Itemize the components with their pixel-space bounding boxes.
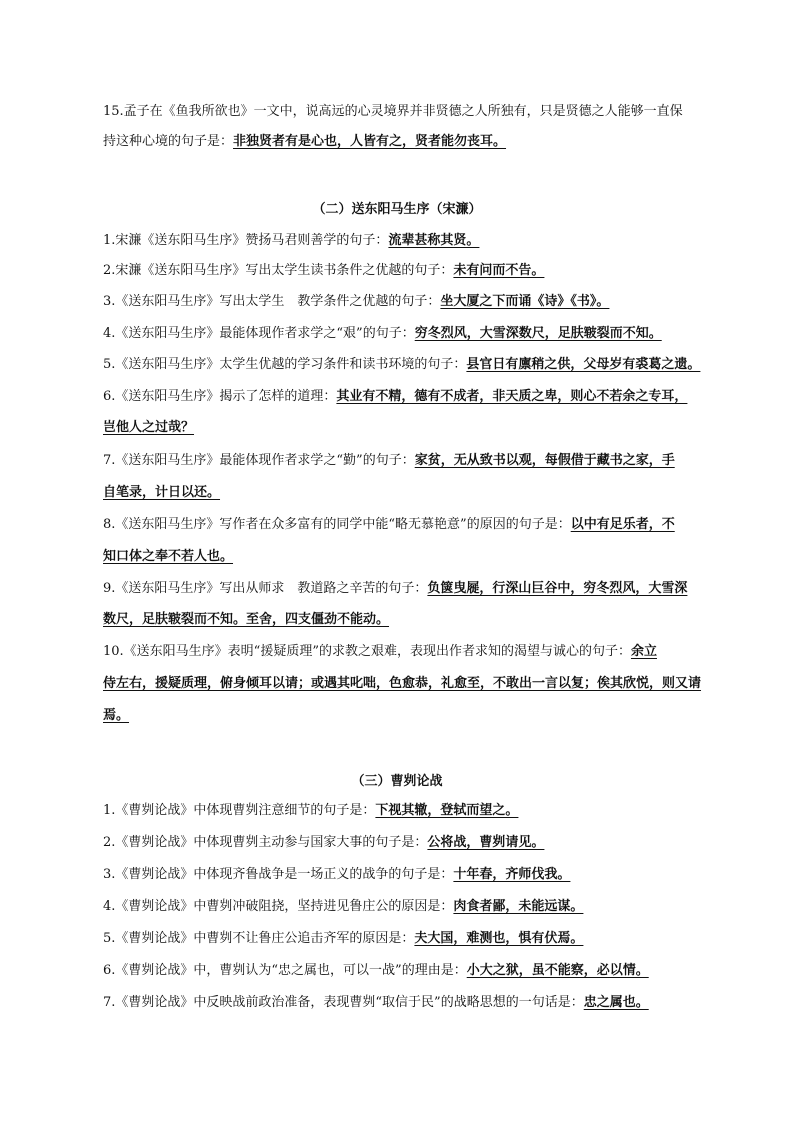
question-text: 2.《曹刿论战》中体现曹刿主动参与国家大事的句子是： — [103, 835, 428, 850]
question-15-text: 持这种心境的句子是： — [103, 134, 234, 149]
list-item — [103, 930, 794, 947]
answer-15: 非独贤者有是心也，人皆有之，贤者能勿丧耳。 — [233, 134, 507, 149]
list-item-continuation — [103, 548, 794, 565]
question-15-line2 — [103, 133, 794, 150]
list-item — [103, 962, 794, 979]
answer-text: 自笔录，计日以还。 — [103, 485, 221, 500]
list-item — [103, 388, 794, 405]
section-heading-caogui: （三）曹刿论战 — [351, 774, 443, 789]
answer-text: 流辈甚称其贤。 — [388, 233, 480, 248]
answer-text: 坐大厦之下而诵《诗》《书》。 — [440, 294, 610, 309]
list-item — [103, 325, 794, 342]
answer-text: 家贫，无从致书以观，每假借于藏书之家，手 — [414, 453, 675, 468]
list-item — [103, 580, 794, 597]
answer-text: 其业有不精，德有不成者，非天质之卑，则心不若余之专耳， — [336, 389, 688, 404]
list-item — [103, 994, 794, 1011]
list-item — [103, 834, 794, 851]
question-text: 3.《曹刿论战》中体现齐鲁战争是一场正义的战争的句子是： — [103, 867, 454, 882]
answer-text: 忠之属也。 — [583, 995, 649, 1010]
list-item-continuation — [103, 611, 794, 628]
list-item — [103, 643, 794, 660]
question-text: 1.《曹刿论战》中体现曹刿注意细节的句子是： — [103, 803, 376, 818]
question-text: 4.《曹刿论战》中曹刿冲破阻挠，坚持进见鲁庄公的原因是： — [103, 899, 454, 914]
answer-text: 十年春，齐师伐我。 — [453, 867, 571, 882]
list-item-continuation — [103, 419, 794, 436]
question-text: 6.《曹刿论战》中，曹刿认为“忠之属也，可以一战”的理由是： — [103, 963, 467, 978]
question-text: 5.《曹刿论战》中曹刿不让鲁庄公追击齐军的原因是： — [103, 931, 415, 946]
answer-text: 余立 — [630, 644, 657, 659]
list-item-continuation — [103, 675, 794, 692]
question-text: 10.《送东阳马生序》表明“援疑质理”的求教之艰难，表现出作者求知的渴望与诚心的句子： — [103, 644, 631, 659]
question-text: 1.宋濂《送东阳马生序》赞扬马君则善学的句子： — [103, 233, 389, 248]
answer-text: 侍左右，援疑质理，俯身倾耳以请；或遇其叱咄，色愈恭，礼愈至，不敢出一言以复；俟其欣悦，则又请 — [103, 676, 702, 691]
answer-text: 小大之狱，虽不能察，必以情。 — [466, 963, 649, 978]
answer-text: 未有问而不告。 — [453, 263, 545, 278]
answer-text: 县官日有廪稍之供，父母岁有裘葛之遗。 — [466, 357, 701, 372]
list-item — [103, 866, 794, 883]
question-text: 6.《送东阳马生序》揭示了怎样的道理： — [103, 389, 337, 404]
list-item — [103, 356, 794, 373]
question-text: 8.《送东阳马生序》写作者在众多富有的同学中能“略无慕艳意”的原因的句子是： — [103, 517, 571, 532]
answer-text: 岂他人之过哉？ — [103, 420, 195, 435]
question-15-line1: 15.孟子在《鱼我所欲也》一文中，说高远的心灵境界并非贤德之人所独有，只是贤德之人能够一直保 — [103, 104, 683, 119]
question-text: 2.宋濂《送东阳马生序》写出太学生读书条件之优越的句子： — [103, 263, 454, 278]
list-item — [103, 232, 794, 249]
question-text: 7.《送东阳马生序》最能体现作者求学之“勤”的句子： — [103, 453, 415, 468]
question-text: 4.《送东阳马生序》最能体现作者求学之“艰”的句子： — [103, 326, 415, 341]
answer-text: 下视其辙，登轼而望之。 — [375, 803, 519, 818]
answer-text: 知口体之奉不若人也。 — [103, 549, 234, 564]
question-text: 7.《曹刿论战》中反映战前政治准备，表现曹刿“取信于民”的战略思想的一句话是： — [103, 995, 584, 1010]
answer-text: 以中有足乐者，不 — [570, 517, 675, 532]
list-item-continuation — [103, 484, 794, 501]
answer-text: 负箧曳屣，行深山巨谷中，穷冬烈风，大雪深 — [427, 581, 688, 596]
answer-text: 数尺，足肤皲裂而不知。至舍，四支僵劲不能动。 — [103, 612, 390, 627]
list-item — [103, 898, 794, 915]
answer-text: 公将战，曹刿请见。 — [427, 835, 545, 850]
list-item — [103, 293, 794, 310]
answer-text: 夫大国，难测也，惧有伏焉。 — [414, 931, 584, 946]
question-text: 9.《送东阳马生序》写出从师求 教道路之辛苦的句子： — [103, 581, 428, 596]
list-item — [103, 452, 794, 469]
question-text: 3.《送东阳马生序》写出太学生 教学条件之优越的句子： — [103, 294, 441, 309]
answer-text: 穷冬烈风，大雪深数尺，足肤皲裂而不知。 — [414, 326, 662, 341]
answer-text: 肉食者鄙，未能远谋。 — [453, 899, 584, 914]
list-item-continuation — [103, 707, 794, 724]
list-item — [103, 516, 794, 533]
list-item — [103, 802, 794, 819]
question-text: 5.《送东阳马生序》太学生优越的学习条件和读书环境的句子： — [103, 357, 467, 372]
answer-text: 焉。 — [103, 708, 130, 723]
list-item — [103, 262, 794, 279]
section-heading-songdongyang: （二）送东阳马生序（宋濂） — [312, 202, 482, 217]
